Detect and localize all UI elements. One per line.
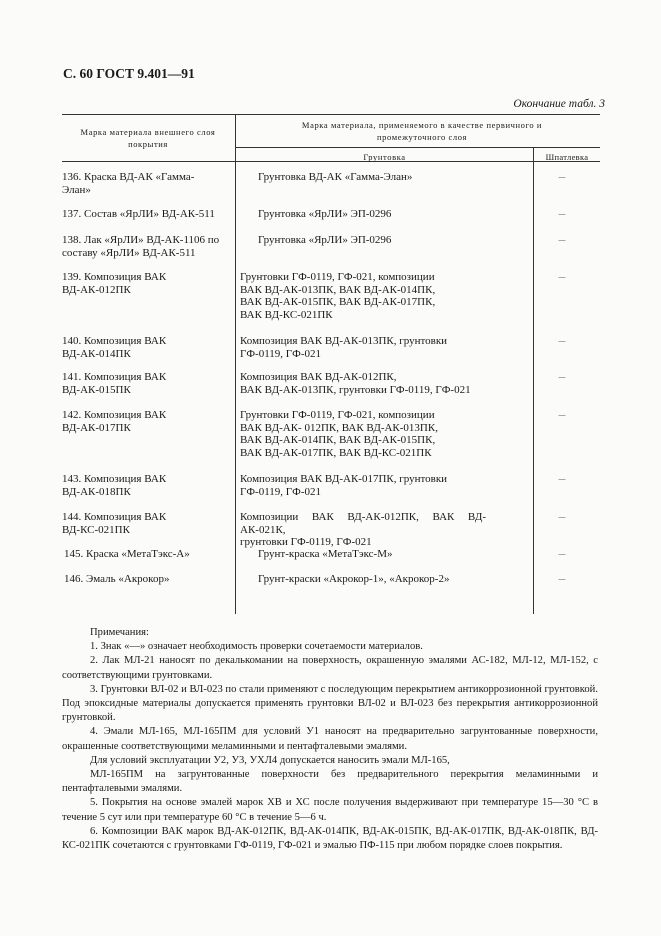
outer-layer-cell: 141. Композиция ВАК ВД-АК-015ПК [62, 371, 167, 396]
putty-cell: — [558, 373, 566, 381]
col3-header: Шпатлевка [545, 152, 589, 162]
primer-cell: Грунтовка «ЯрЛИ» ЭП-0296 [258, 234, 392, 246]
primer-cell: Композиции ВАК ВД-АК-012ПК, ВАК ВД-АК-021К, грунтовки ГФ-0119, ГФ-021 [240, 511, 486, 549]
putty-cell: — [558, 475, 566, 483]
notes-title: Примечания: [90, 627, 149, 638]
note-item: 3. Грунтовки ВЛ-02 и ВЛ-023 по стали применяют с последующим перекрытием антикоррозионной грунтовкой. Под эпоксидные материалы допускается применять грунтовки ВЛ-02 и ВЛ-023 без перекрытия антикоррозионной грунтовкой. [62, 683, 598, 724]
col23-header: Марка материала, применяемого в качестве первичного и промежуточного слоя [301, 120, 543, 142]
primer-cell: Грунт-краска «МетаТэкс-М» [258, 548, 393, 560]
putty-cell: — [558, 173, 566, 181]
col2-header: Грунтовка [363, 152, 406, 162]
outer-layer-cell: 144. Композиция ВАК ВД-КС-021ПК [62, 511, 167, 536]
primer-cell: Грунт-краски «Акрокор-1», «Акрокор-2» [258, 573, 450, 585]
column-divider-1 [235, 114, 236, 614]
note-item: 4. Эмали МЛ-165, МЛ-165ПМ для условий У1 наносят на предварительно загрунтованные поверхности, окрашенные соответствующими меламинными и пентафталевыми эмалями. [62, 726, 598, 752]
column-divider-2 [533, 147, 534, 614]
outer-layer-cell: 146. Эмаль «Акрокор» [64, 573, 170, 585]
putty-cell: — [558, 210, 566, 218]
outer-layer-cell: 143. Композиция ВАК ВД-АК-018ПК [62, 473, 167, 498]
table-continuation-label: Окончание табл. 3 [513, 98, 605, 110]
primer-cell: Грунтовки ГФ-0119, ГФ-021, композиции ВАК ВД-АК- 012ПК, ВАК ВД-АК-013ПК, ВАК ВД-АК-014ПК, ВАК ВД-АК-015ПК, ВАК ВД-АК-017ПК, ВАК ВД-КС-021ПК [240, 409, 438, 459]
putty-cell: — [558, 513, 566, 521]
primer-cell: Грунтовки ГФ-0119, ГФ-021, композиции ВАК ВД-АК-013ПК, ВАК ВД-АК-014ПК, ВАК ВД-АК-015ПК, ВАК ВД-АК-017ПК, ВАК ВД-КС-021ПК [240, 271, 436, 321]
table-top-rule [62, 114, 600, 115]
outer-layer-cell: 139. Композиция ВАК ВД-АК-012ПК [62, 271, 167, 296]
subheader-rule [236, 147, 600, 148]
putty-cell: — [558, 575, 566, 583]
note-item: 6. Композиции ВАК марок ВД-АК-012ПК, ВД-АК-014ПК, ВД-АК-015ПК, ВД-АК-017ПК, ВД-АК-018ПК, ВД-КС-021ПК сочетаются с грунтовками ГФ-0119, ГФ-021 и эмалью ПФ-115 при любом порядке слоев покрытия. [62, 825, 598, 852]
materials-table [62, 114, 600, 614]
putty-cell: — [558, 337, 566, 345]
putty-cell: — [558, 236, 566, 244]
notes-section [62, 626, 598, 853]
outer-layer-cell: 142. Композиция ВАК ВД-АК-017ПК [62, 409, 167, 434]
primer-cell: Композиция ВАК ВД-АК-013ПК, грунтовки ГФ-0119, ГФ-021 [240, 335, 448, 360]
primer-cell: Грунтовка ВД-АК «Гамма-Элан» [258, 171, 413, 183]
putty-cell: — [558, 550, 566, 558]
primer-cell: Композиция ВАК ВД-АК-017ПК, грунтовки ГФ-0119, ГФ-021 [240, 473, 448, 498]
note-item: Для условий эксплуатации У2, У3, УХЛ4 допускается наносить эмали МЛ-165, [90, 754, 450, 766]
primer-cell: Грунтовка «ЯрЛИ» ЭП-0296 [258, 208, 392, 220]
primer-cell: Композиция ВАК ВД-АК-012ПК, ВАК ВД-АК-013ПК, грунтовки ГФ-0119, ГФ-021 [240, 371, 471, 396]
col1-header: Марка материала внешнего слоя покрытия [80, 127, 216, 149]
putty-cell: — [558, 411, 566, 419]
outer-layer-cell: 145. Краска «МетаТэкс-А» [64, 548, 190, 560]
outer-layer-cell: 140. Композиция ВАК ВД-АК-014ПК [62, 335, 167, 360]
outer-layer-cell: 137. Состав «ЯрЛИ» ВД-АК-511 [62, 208, 215, 220]
outer-layer-cell: 138. Лак «ЯрЛИ» ВД-АК-1106 по составу «ЯрЛИ» ВД-АК-511 [62, 234, 220, 259]
outer-layer-cell: 136. Краска ВД-АК «Гамма-Элан» [62, 171, 195, 196]
page-header: С. 60 ГОСТ 9.401—91 [63, 66, 195, 81]
note-item: 1. Знак «—» означает необходимость проверки сочетаемости материалов. [90, 641, 423, 653]
putty-cell: — [558, 273, 566, 281]
note-item: 2. Лак МЛ-21 наносят по декалькомании на поверхность, окрашенную эмалями АС-182, МЛ-12, МЛ-152, с соответствующими грунтовками. [62, 655, 598, 681]
note-item: МЛ-165ПМ на загрунтованные поверхности без предварительного перекрытия меламинными и пентафталевыми эмалями. [62, 769, 598, 795]
note-item: 5. Покрытия на основе эмалей марок ХВ и ХС после получения выдерживают при температуре 15—30 °С в течение 5 сут или при температуре 60 °С в течение 5—6 ч. [62, 797, 598, 823]
